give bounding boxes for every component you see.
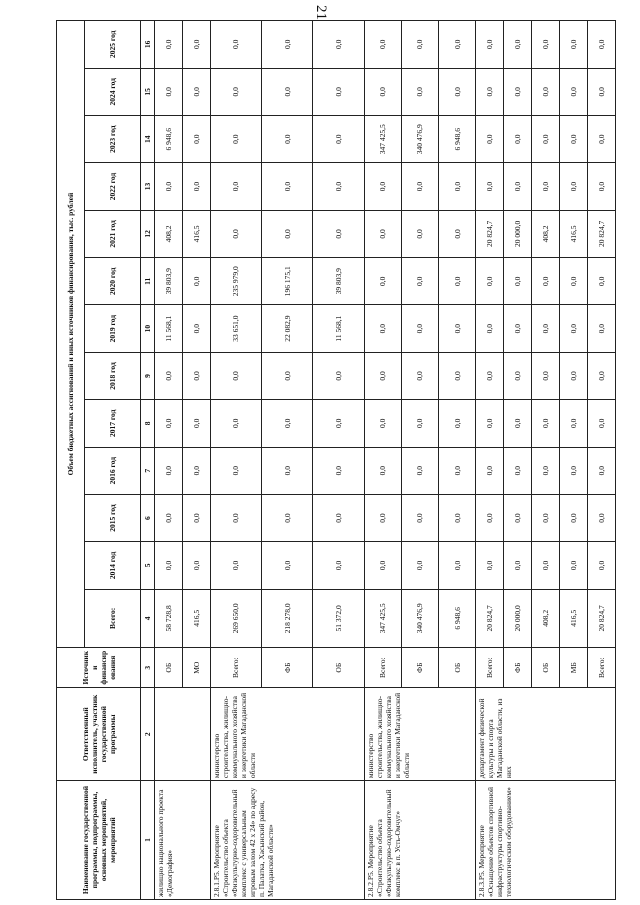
amount-cell: 6 948,6	[439, 589, 476, 647]
executor-name: министерство строительства, жилищно-коммунального хозяйства и энергетики Магаданской области	[364, 688, 476, 781]
amount-cell: 0,0	[476, 258, 504, 305]
amount-cell: 0,0	[155, 494, 183, 541]
amount-cell: 0,0	[364, 258, 401, 305]
amount-cell: 0,0	[560, 352, 588, 399]
amount-cell: 20 824,7	[588, 589, 616, 647]
amount-cell: 22 082,9	[262, 305, 313, 352]
amount-cell: 0,0	[439, 163, 476, 210]
header-year: 2018 год	[85, 352, 141, 399]
header-column-number: 8	[141, 400, 155, 447]
amount-cell: 0,0	[588, 21, 616, 69]
header-year: 2019 год	[85, 305, 141, 352]
amount-cell: 0,0	[504, 163, 532, 210]
amount-cell: 0,0	[439, 258, 476, 305]
amount-cell: 0,0	[364, 447, 401, 494]
header-year: 2017 год	[85, 400, 141, 447]
funding-source: ФБ	[401, 648, 438, 688]
amount-cell: 0,0	[210, 542, 261, 589]
table-row	[364, 21, 401, 900]
amount-cell: 0,0	[364, 305, 401, 352]
amount-cell: 0,0	[476, 21, 504, 69]
funding-source: МО	[182, 648, 210, 688]
amount-cell: 0,0	[532, 352, 560, 399]
amount-cell: 0,0	[504, 400, 532, 447]
amount-cell: 196 175,1	[262, 258, 313, 305]
amount-cell: 0,0	[313, 68, 364, 115]
amount-cell: 0,0	[155, 68, 183, 115]
header-column-number: 6	[141, 494, 155, 541]
amount-cell: 0,0	[182, 542, 210, 589]
header-column-number: 7	[141, 447, 155, 494]
amount-cell: 0,0	[210, 352, 261, 399]
amount-cell: 0,0	[532, 305, 560, 352]
header-year: Всего:	[85, 589, 141, 647]
amount-cell: 0,0	[262, 542, 313, 589]
amount-cell: 0,0	[439, 305, 476, 352]
amount-cell: 0,0	[210, 210, 261, 257]
header-year: 2015 год	[85, 494, 141, 541]
amount-cell: 0,0	[532, 163, 560, 210]
amount-cell: 0,0	[155, 447, 183, 494]
funding-source: ОБ	[439, 648, 476, 688]
amount-cell: 0,0	[262, 400, 313, 447]
amount-cell: 0,0	[262, 210, 313, 257]
header-year: 2025 год	[85, 21, 141, 69]
amount-cell: 0,0	[313, 352, 364, 399]
amount-cell: 0,0	[504, 68, 532, 115]
funding-source: ОБ	[532, 648, 560, 688]
amount-cell: 0,0	[313, 210, 364, 257]
executor-name	[155, 688, 211, 781]
amount-cell: 0,0	[364, 68, 401, 115]
amount-cell: 0,0	[439, 210, 476, 257]
amount-cell: 20 000,0	[504, 210, 532, 257]
amount-cell: 0,0	[476, 305, 504, 352]
amount-cell: 0,0	[313, 494, 364, 541]
amount-cell: 0,0	[262, 352, 313, 399]
amount-cell: 0,0	[182, 400, 210, 447]
amount-cell: 0,0	[401, 68, 438, 115]
amount-cell: 0,0	[401, 258, 438, 305]
amount-cell: 0,0	[401, 21, 438, 69]
amount-cell: 0,0	[588, 494, 616, 541]
amount-cell: 0,0	[476, 68, 504, 115]
amount-cell: 0,0	[364, 400, 401, 447]
amount-cell: 0,0	[504, 21, 532, 69]
amount-cell: 0,0	[560, 494, 588, 541]
header-year: 2020 год	[85, 258, 141, 305]
amount-cell: 0,0	[588, 163, 616, 210]
amount-cell: 0,0	[476, 447, 504, 494]
amount-cell: 0,0	[182, 258, 210, 305]
amount-cell: 0,0	[439, 494, 476, 541]
amount-cell: 0,0	[476, 494, 504, 541]
header-year: 2024 год	[85, 68, 141, 115]
amount-cell: 0,0	[210, 163, 261, 210]
amount-cell: 0,0	[532, 258, 560, 305]
header-executor: Ответственный исполнитель, участник государственной программы	[57, 688, 141, 781]
amount-cell: 20 000,0	[504, 589, 532, 647]
amount-cell: 0,0	[560, 21, 588, 69]
header-financing-group: Объем бюджетных ассигнований и иных источников финансирования, тыс. рублей	[57, 21, 85, 648]
amount-cell: 0,0	[532, 400, 560, 447]
amount-cell: 0,0	[439, 400, 476, 447]
header-column-number: 3	[141, 648, 155, 688]
amount-cell: 0,0	[560, 163, 588, 210]
amount-cell: 0,0	[532, 116, 560, 163]
header-column-number: 2	[141, 688, 155, 781]
amount-cell: 0,0	[364, 210, 401, 257]
amount-cell: 0,0	[364, 352, 401, 399]
amount-cell: 0,0	[401, 305, 438, 352]
header-column-number: 16	[141, 21, 155, 69]
amount-cell: 11 568,1	[155, 305, 183, 352]
amount-cell: 0,0	[476, 542, 504, 589]
funding-source: ОБ	[155, 648, 183, 688]
amount-cell: 20 824,7	[588, 210, 616, 257]
amount-cell: 0,0	[182, 494, 210, 541]
amount-cell: 0,0	[210, 400, 261, 447]
amount-cell: 0,0	[439, 542, 476, 589]
amount-cell: 408,2	[532, 210, 560, 257]
amount-cell: 0,0	[182, 447, 210, 494]
header-column-number: 14	[141, 116, 155, 163]
amount-cell: 0,0	[313, 542, 364, 589]
amount-cell: 0,0	[504, 305, 532, 352]
header-column-number: 15	[141, 68, 155, 115]
funding-source: Всего:	[588, 648, 616, 688]
amount-cell: 0,0	[560, 400, 588, 447]
amount-cell: 0,0	[588, 400, 616, 447]
amount-cell: 0,0	[182, 116, 210, 163]
header-column-number: 13	[141, 163, 155, 210]
amount-cell: 0,0	[182, 21, 210, 69]
amount-cell: 20 824,7	[476, 589, 504, 647]
amount-cell: 416,5	[182, 210, 210, 257]
header-column-number: 9	[141, 352, 155, 399]
table-row	[155, 21, 183, 900]
table-row	[476, 21, 504, 900]
amount-cell: 6 948,6	[155, 116, 183, 163]
amount-cell: 0,0	[182, 163, 210, 210]
amount-cell: 0,0	[182, 352, 210, 399]
amount-cell: 6 948,6	[439, 116, 476, 163]
amount-cell: 0,0	[401, 447, 438, 494]
amount-cell: 0,0	[262, 68, 313, 115]
amount-cell: 0,0	[560, 447, 588, 494]
amount-cell: 0,0	[401, 352, 438, 399]
amount-cell: 0,0	[155, 21, 183, 69]
amount-cell: 218 278,0	[262, 589, 313, 647]
amount-cell: 0,0	[313, 400, 364, 447]
funding-source: Всего:	[364, 648, 401, 688]
amount-cell: 0,0	[401, 542, 438, 589]
amount-cell: 408,2	[155, 210, 183, 257]
header-year: 2021 год	[85, 210, 141, 257]
amount-cell: 0,0	[155, 352, 183, 399]
amount-cell: 0,0	[532, 494, 560, 541]
measure-name: жилищно национального проекта «Демография»	[155, 781, 211, 900]
amount-cell: 0,0	[313, 447, 364, 494]
amount-cell: 0,0	[504, 352, 532, 399]
header-column-number: 10	[141, 305, 155, 352]
amount-cell: 0,0	[560, 68, 588, 115]
measure-name: 2.8.2.Р5. Мероприятие «Строительство объекта «Физкультурно-оздоровительный комплекс в п. Усть-Омчуг»	[364, 781, 476, 900]
amount-cell: 0,0	[476, 400, 504, 447]
amount-cell: 0,0	[588, 352, 616, 399]
measure-name: 2.8.3.Р5. Мероприятие «Оснащение объектов спортивной инфраструктуры спортивно-технологическим оборудованием»	[476, 781, 616, 900]
amount-cell: 0,0	[210, 21, 261, 69]
amount-cell: 0,0	[504, 542, 532, 589]
amount-cell: 0,0	[476, 163, 504, 210]
funding-source: МБ	[560, 648, 588, 688]
header-column-number: 4	[141, 589, 155, 647]
executor-name: департамент физической культуры и спорта Магаданской области, из них	[476, 688, 616, 781]
amount-cell: 0,0	[560, 258, 588, 305]
amount-cell: 0,0	[588, 258, 616, 305]
amount-cell: 0,0	[588, 116, 616, 163]
measure-name: 2.8.1.Р5. Мероприятие «Строительство объекта «Физкультурно-оздоровительный комплекс с универсальным игровым залом 42 х 24» по адресу п. Палатка, Хасынский район, Магаданской области»	[210, 781, 364, 900]
amount-cell: 347 425,5	[364, 589, 401, 647]
amount-cell: 0,0	[313, 21, 364, 69]
amount-cell: 0,0	[532, 21, 560, 69]
amount-cell: 0,0	[439, 352, 476, 399]
amount-cell: 0,0	[182, 305, 210, 352]
header-year: 2014 год	[85, 542, 141, 589]
amount-cell: 33 651,0	[210, 305, 261, 352]
amount-cell: 0,0	[155, 400, 183, 447]
header-column-number: 11	[141, 258, 155, 305]
amount-cell: 0,0	[262, 21, 313, 69]
header-column-number: 12	[141, 210, 155, 257]
amount-cell: 0,0	[155, 163, 183, 210]
amount-cell: 0,0	[262, 447, 313, 494]
amount-cell: 0,0	[401, 400, 438, 447]
funding-source: ОБ	[313, 648, 364, 688]
amount-cell: 0,0	[401, 494, 438, 541]
amount-cell: 39 803,9	[155, 258, 183, 305]
amount-cell: 416,5	[560, 589, 588, 647]
amount-cell: 20 824,7	[476, 210, 504, 257]
funding-source: Всего:	[476, 648, 504, 688]
amount-cell: 0,0	[532, 542, 560, 589]
amount-cell: 269 650,0	[210, 589, 261, 647]
funding-source: ФБ	[262, 648, 313, 688]
amount-cell: 0,0	[504, 258, 532, 305]
amount-cell: 0,0	[560, 542, 588, 589]
amount-cell: 0,0	[532, 68, 560, 115]
amount-cell: 0,0	[532, 447, 560, 494]
amount-cell: 0,0	[588, 68, 616, 115]
header-year: 2023 год	[85, 116, 141, 163]
amount-cell: 0,0	[262, 116, 313, 163]
amount-cell: 0,0	[210, 494, 261, 541]
amount-cell: 0,0	[504, 447, 532, 494]
amount-cell: 340 476,9	[401, 589, 438, 647]
amount-cell: 0,0	[262, 494, 313, 541]
amount-cell: 0,0	[313, 116, 364, 163]
amount-cell: 0,0	[560, 116, 588, 163]
amount-cell: 0,0	[364, 494, 401, 541]
header-year: 2022 год	[85, 163, 141, 210]
financing-table	[56, 20, 616, 900]
amount-cell: 408,2	[532, 589, 560, 647]
header-program-name: Наименование государственной программы, подпрограммы, основных мероприятий, мероприятий	[57, 781, 141, 900]
funding-source: ФБ	[504, 648, 532, 688]
amount-cell: 235 979,0	[210, 258, 261, 305]
executor-name: министерство строительства, жилищно-коммунального хозяйства и энергетики Магаданской области	[210, 688, 364, 781]
amount-cell: 0,0	[588, 542, 616, 589]
amount-cell: 0,0	[364, 21, 401, 69]
amount-cell: 0,0	[504, 494, 532, 541]
amount-cell: 51 372,0	[313, 589, 364, 647]
table-row	[210, 21, 261, 900]
amount-cell: 416,5	[182, 589, 210, 647]
amount-cell: 0,0	[401, 210, 438, 257]
amount-cell: 39 803,9	[313, 258, 364, 305]
amount-cell: 0,0	[588, 305, 616, 352]
header-column-number: 5	[141, 542, 155, 589]
amount-cell: 0,0	[504, 116, 532, 163]
amount-cell: 0,0	[439, 68, 476, 115]
amount-cell: 0,0	[262, 163, 313, 210]
amount-cell: 0,0	[588, 447, 616, 494]
amount-cell: 416,5	[560, 210, 588, 257]
financing-table-container	[56, 20, 616, 900]
amount-cell: 0,0	[210, 68, 261, 115]
amount-cell: 0,0	[476, 352, 504, 399]
amount-cell: 58 728,8	[155, 589, 183, 647]
header-year: 2016 год	[85, 447, 141, 494]
amount-cell: 0,0	[364, 163, 401, 210]
header-source: Источники финансирования	[57, 648, 141, 688]
page-number: 21	[312, 5, 329, 20]
amount-cell: 0,0	[210, 116, 261, 163]
funding-source: Всего:	[210, 648, 261, 688]
amount-cell: 347 425,5	[364, 116, 401, 163]
amount-cell: 0,0	[439, 447, 476, 494]
amount-cell: 0,0	[439, 21, 476, 69]
amount-cell: 0,0	[364, 542, 401, 589]
amount-cell: 0,0	[476, 116, 504, 163]
amount-cell: 340 476,9	[401, 116, 438, 163]
header-column-number: 1	[141, 781, 155, 900]
amount-cell: 0,0	[560, 305, 588, 352]
amount-cell: 0,0	[401, 163, 438, 210]
amount-cell: 11 568,1	[313, 305, 364, 352]
amount-cell: 0,0	[313, 163, 364, 210]
amount-cell: 0,0	[182, 68, 210, 115]
amount-cell: 0,0	[210, 447, 261, 494]
amount-cell: 0,0	[155, 542, 183, 589]
